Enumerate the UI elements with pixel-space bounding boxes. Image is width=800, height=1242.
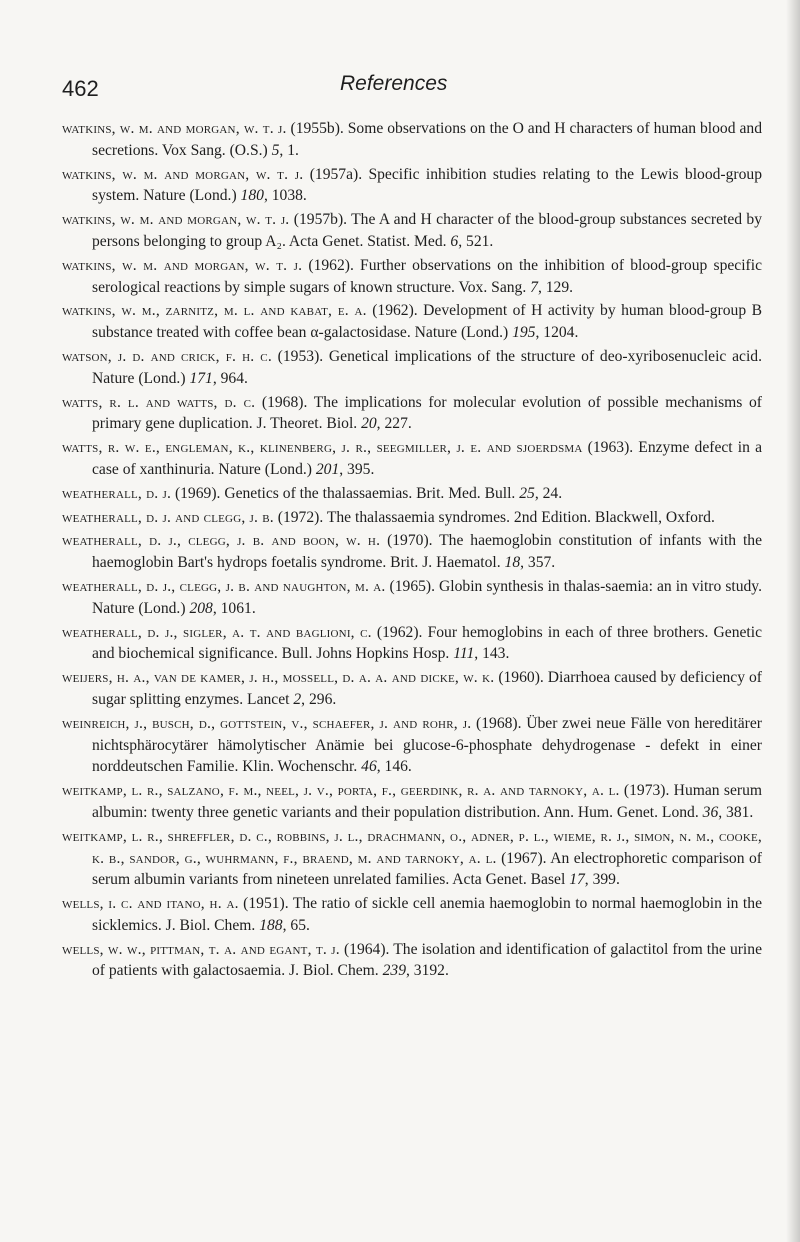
- reference-entry: [62, 392, 762, 436]
- reference-authors: wells, i. c. and itano, h. a.: [62, 895, 239, 913]
- reference-text: (1962). Four hemoglobins in each of three brothers. Genetic and biochemical significance. Bull. Johns Hopkins Hosp.: [92, 623, 762, 663]
- reference-text: (1965). Globin synthesis in thalas-saemia: an in vitro study. Nature (Lond.): [92, 577, 762, 617]
- reference-entry: [62, 780, 762, 824]
- reference-pages: , 129.: [537, 278, 574, 296]
- reference-authors: weijers, h. a., van de kamer, j. h., mossell, d. a. a. and dicke, w. k.: [62, 669, 495, 687]
- reference-authors: weatherall, d. j., sigler, a. t. and baglioni, c.: [62, 623, 372, 641]
- reference-entry: [62, 530, 762, 574]
- reference-pages: , 521.: [458, 232, 494, 250]
- reference-volume: 7: [530, 278, 538, 296]
- reference-text: (1970). The haemoglobin constitution of infants with the haemoglobin Bart's hydrops foetalis syndrome. Brit. J. Haematol.: [92, 532, 762, 572]
- reference-entry: [62, 622, 762, 666]
- reference-authors: weatherall, d. j., clegg, j. b. and boon, w. h.: [62, 532, 381, 550]
- reference-volume: 180: [240, 187, 264, 205]
- reference-authors: weitkamp, l. r., salzano, f. m., neel, j. v., porta, f., geerdink, r. a. and tarnoky, a. l.: [62, 782, 620, 800]
- reference-text: (1964). The isolation and identification of galactitol from the urine of patients with galactosaemia. J. Biol. Chem.: [92, 940, 762, 980]
- reference-entry: [62, 300, 762, 344]
- reference-volume: 25: [519, 484, 535, 502]
- reference-text: (1951). The ratio of sickle cell anemia haemoglobin to normal haemoglobin in the sicklemics. J. Biol. Chem.: [92, 895, 762, 934]
- reference-pages: , 357.: [520, 554, 556, 572]
- reference-authors: watkins, w. m. and morgan, w. t. j.: [62, 211, 290, 229]
- reference-pages: , 65.: [282, 916, 310, 934]
- reference-entry: [62, 826, 762, 891]
- reference-pages: , 1061.: [212, 599, 256, 617]
- reference-text: (1968). Über zwei neue Fälle von hereditärer nichtsphärocytärer hämolytischer Anämie bei glucose-6-phosphate dehydrogenase - defekt in einer norddeutschen Familie. Klin. Wochenschr.: [92, 714, 762, 776]
- reference-text: (1960). Diarrhoea caused by deficiency of sugar splitting enzymes. Lancet: [92, 669, 762, 708]
- reference-pages: , 296.: [301, 690, 337, 708]
- page-number: 462: [62, 76, 99, 101]
- reference-pages: , 146.: [376, 758, 412, 776]
- reference-text: (1962). Further observations on the inhibition of blood-group specific serological reactions by simple sugars of known structure. Vox. Sang.: [92, 256, 763, 296]
- reference-authors: weinreich, j., busch, d., gottstein, v., schaefer, j. and rohr, j.: [62, 714, 472, 732]
- reference-pages: , 1204.: [535, 324, 579, 342]
- reference-text: (1957a). Specific inhibition studies relating to the Lewis blood-group system. Nature (Lond.): [92, 165, 763, 205]
- reference-volume: 195: [512, 324, 536, 342]
- reference-pages: , 227.: [376, 415, 412, 433]
- reference-entry: [62, 483, 762, 505]
- reference-entry: [62, 118, 762, 162]
- reference-text: (1955b). Some observations on the O and H characters of human blood and secretions. Vox Sang. (O.S.): [92, 120, 762, 159]
- reference-entry: [62, 437, 762, 481]
- reference-volume: 111: [453, 645, 475, 663]
- reference-pages: , 1.: [279, 141, 299, 159]
- reference-entry: [62, 667, 762, 711]
- reference-entry: [62, 893, 762, 937]
- reference-text: (1962). Development of H activity by human blood-group B substance treated with coffee bean α-galactosidase. Nature (Lond.): [92, 302, 762, 342]
- reference-entry: [62, 164, 762, 208]
- reference-pages: , 143.: [474, 645, 510, 663]
- reference-volume: 171: [189, 369, 213, 387]
- reference-authors: watkins, w. m. and morgan, w. t. j.: [62, 120, 287, 137]
- reference-text: (1969). Genetics of the thalassaemias. Brit. Med. Bull.: [171, 484, 520, 502]
- reference-volume: 208: [189, 599, 213, 617]
- reference-authors: watkins, w. m., zarnitz, m. l. and kabat, e. a.: [62, 302, 367, 320]
- reference-volume: 18: [504, 554, 521, 572]
- reference-authors: weatherall, d. j.: [62, 484, 172, 502]
- reference-pages: , 381.: [718, 803, 754, 821]
- running-title: References: [340, 72, 448, 95]
- reference-authors: watkins, w. m. and morgan, w. t. j.: [62, 256, 303, 274]
- reference-volume: 2: [293, 690, 302, 708]
- reference-text: (1972). The thalassaemia syndromes. 2nd Edition. Blackwell, Oxford.: [273, 508, 715, 526]
- reference-list: [62, 118, 762, 984]
- reference-volume: 20: [361, 415, 377, 433]
- scan-edge-shadow: [786, 0, 800, 1242]
- reference-entry: [62, 713, 762, 778]
- reference-pages: , 964.: [212, 369, 248, 387]
- reference-text: (1973). Human serum albumin: twenty three genetic variants and their population distribution. Ann. Hum. Genet. Lond.: [92, 782, 763, 821]
- reference-entry: [62, 939, 762, 983]
- reference-volume: 239: [382, 962, 406, 980]
- reference-volume: 46: [361, 758, 377, 776]
- reference-authors: weatherall, d. j. and clegg, j. b.: [62, 508, 274, 526]
- reference-entry: [62, 346, 762, 390]
- reference-volume: 5: [271, 141, 280, 159]
- reference-authors: watson, j. d. and crick, f. h. c.: [62, 347, 272, 365]
- reference-pages: , 3192.: [405, 962, 449, 980]
- reference-pages: , 1038.: [263, 187, 307, 205]
- reference-authors: wells, w. w., pittman, t. a. and egant, t. j.: [62, 940, 340, 958]
- reference-text: (1963). Enzyme defect in a case of xanthinuria. Nature (Lond.): [92, 439, 762, 478]
- reference-text: (1957b). The A and H character of the blood-group substances secreted by persons belonging to group A₂. Acta Genet. Statist. Med.: [92, 211, 763, 250]
- reference-authors: weatherall, d. j., clegg, j. b. and naughton, m. a.: [62, 577, 386, 595]
- reference-entry: [62, 507, 762, 529]
- reference-entry: [62, 209, 762, 253]
- reference-authors: watkins, w. m. and morgan, w. t. j.: [62, 165, 304, 183]
- reference-volume: 188: [259, 916, 283, 934]
- reference-volume: 36: [702, 803, 719, 821]
- reference-entry: [62, 576, 762, 620]
- reference-text: (1953). Genetical implications of the structure of deo-xyribosenucleic acid. Nature (Lond.): [92, 347, 762, 387]
- reference-volume: 201: [315, 460, 340, 478]
- reference-authors: watts, r. l. and watts, d. c.: [62, 393, 256, 411]
- reference-pages: , 399.: [584, 871, 620, 889]
- reference-authors: watts, r. w. e., engleman, k., klinenberg, j. r., seegmiller, j. e. and sjoerdsma: [62, 439, 583, 457]
- reference-pages: , 24.: [534, 484, 563, 502]
- reference-volume: 17: [569, 871, 585, 889]
- reference-authors: weitkamp, l. r., shreffler, d. c., robbins, j. l., drachmann, o., adner, p. l., wieme, r. j., simon, n. m., cooke, k. b., sandor, g., wuhrmann, f., braend, m. and tarnoky, a. l.: [62, 827, 762, 867]
- reference-volume: 6: [450, 232, 459, 250]
- page-header: [62, 72, 762, 106]
- reference-entry: [62, 255, 762, 299]
- reference-text: (1968). The implications for molecular evolution of possible mechanisms of primary gene duplication. J. Theoret. Biol.: [92, 393, 763, 433]
- reference-text: (1967). An electrophoretic comparison of serum albumin variants from nineteen unrelated families. Acta Genet. Basel: [92, 849, 763, 889]
- reference-pages: , 395.: [339, 460, 375, 478]
